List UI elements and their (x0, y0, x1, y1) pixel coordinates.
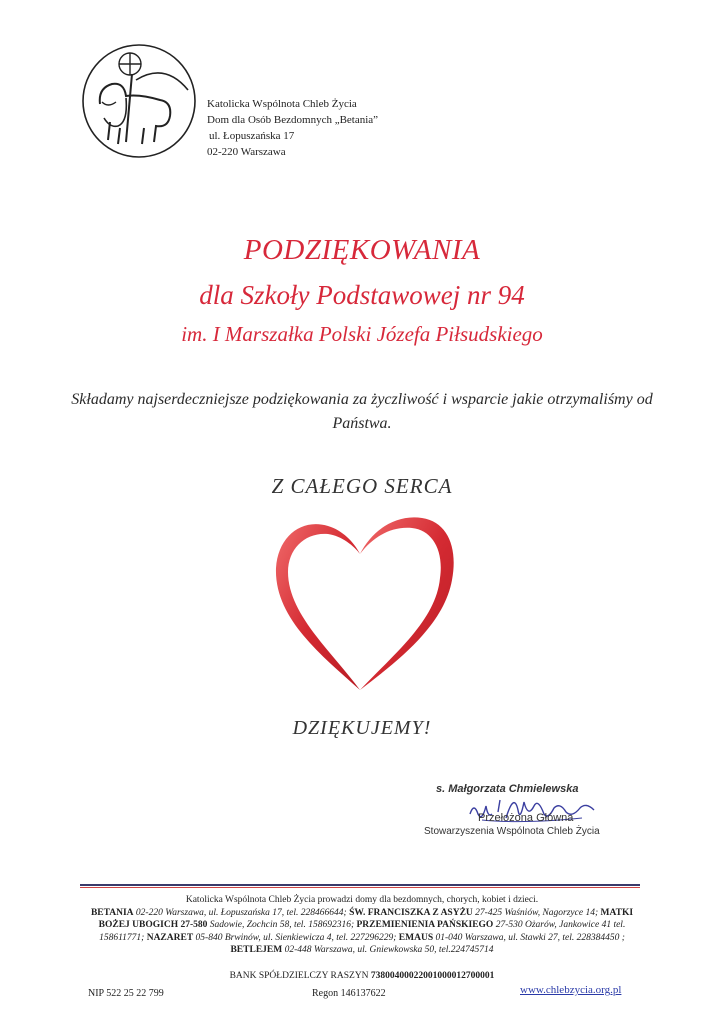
regon-number: Regon 146137622 (312, 988, 386, 999)
house-details: 02-220 Warszawa, ul. Łopuszańska 17, tel. 228466644; (135, 907, 347, 918)
street-address: ul. Łopuszańska 17 (209, 130, 295, 142)
bank-label: BANK SPÓŁDZIELCZY RASZYN (229, 971, 369, 981)
house-name-label: BETLEJEM (230, 945, 283, 955)
house-name-label: MATKI BOŻEJ UBOGICH 27-580 (98, 907, 634, 930)
bank-info (0, 971, 724, 981)
city-address: 02-220 Warszawa (207, 146, 286, 158)
footer-intro: Katolicka Wspólnota Chleb Życia prowadzi domy dla bezdomnych, chorych, kobiet i dzieci. (185, 895, 539, 905)
thank-you-text: DZIĘKUJEMY! (292, 717, 432, 739)
house-name-label: PRZEMIENIENIA PAŃSKIEGO (356, 920, 494, 930)
house-name-label: BETANIA (90, 907, 134, 918)
house-name-label: EMAUS (398, 932, 434, 943)
house-details: Sadowie, Zochcin 58, tel. 158692316; (209, 920, 355, 930)
heart-heading: Z CAŁEGO SERCA (271, 474, 453, 498)
house-details: 05-840 Brwinów, ul. Sienkiewicza 4, tel. 227296229; (195, 932, 397, 943)
heart-icon (262, 506, 462, 696)
organization-logo (80, 42, 198, 160)
footer-divider (80, 884, 640, 886)
house-name-label: NAZARET (146, 932, 194, 943)
signatory-organization: Stowarzyszenia Wspólnota Chleb Życia (424, 826, 600, 837)
house-details: 01-040 Warszawa, ul. Stawki 27, tel. 228384450 ; (435, 932, 625, 943)
website-link[interactable]: www.chlebzycia.org.pl (520, 984, 622, 996)
house-name-label: ŚW. FRANCISZKA Z ASYŻU (349, 907, 473, 918)
footer-houses (88, 894, 636, 957)
signatory-title: Przełożona Główna (478, 812, 574, 824)
footer-divider-accent (80, 887, 640, 888)
school-patron: im. I Marszałka Polski Józefa Piłsudskiego (181, 322, 543, 346)
sender-address (207, 96, 378, 160)
house-details: 27-425 Waśniów, Nagorzyce 14; (475, 907, 599, 918)
house-details: 27-530 Ożarów, Jankowice 41 tel. 158611771; (99, 920, 626, 943)
house-details: 02-448 Warszawa, ul. Gniewkowska 50, tel.224745714 (284, 945, 494, 955)
nip-number: NIP 522 25 22 799 (88, 988, 164, 999)
recipient-school: dla Szkoły Podstawowej nr 94 (199, 280, 525, 310)
main-title: PODZIĘKOWANIA (243, 234, 481, 266)
thanks-paragraph: Składamy najserdeczniejsze podziękowania za życzliwość i wsparcie jakie otrzymaliśmy od Państwa. (71, 391, 653, 432)
org-name: Katolicka Wspólnota Chleb Życia (207, 98, 357, 110)
bank-account: 73800400022001000012700001 (370, 971, 495, 981)
signatory-name: s. Małgorzata Chmielewska (436, 783, 579, 795)
house-name: Dom dla Osób Bezdomnych „Betania” (207, 114, 379, 126)
